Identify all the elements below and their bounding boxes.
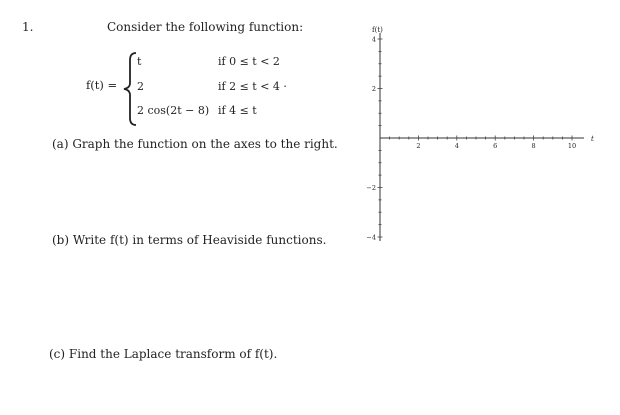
problem-number: 1.	[22, 20, 34, 34]
y-axis-label: f(t)	[372, 26, 383, 34]
x-tick-label: 2	[416, 142, 421, 150]
y-tick-label: −4	[366, 233, 376, 242]
y-tick-label: 4	[371, 35, 376, 44]
case-2-cond: if 2 ≤ t < 4 ·	[218, 80, 287, 93]
case-2-expr: 2	[137, 80, 144, 93]
y-tick-label: −2	[366, 184, 376, 192]
x-tick-label: 6	[493, 142, 498, 150]
x-axis-label: t	[591, 135, 594, 143]
case-1-expr: t	[137, 55, 142, 68]
function-lhs: f(t) =	[86, 78, 118, 92]
case-1-cond: if 0 ≤ t < 2	[218, 55, 280, 68]
blank-graph-axes	[360, 15, 610, 245]
y-tick-label: 2	[371, 85, 376, 93]
case-3-cond: if 4 ≤ t	[218, 104, 257, 117]
x-tick-label: 10	[567, 142, 577, 150]
part-b-text: (b) Write f(t) in terms of Heaviside functions.	[52, 233, 327, 247]
case-3-expr: 2 cos(2t − 8)	[137, 104, 210, 117]
part-c-text: (c) Find the Laplace transform of f(t).	[49, 347, 278, 361]
problem-intro: Consider the following function:	[107, 20, 304, 34]
part-a-text: (a) Graph the function on the axes to the right.	[52, 137, 338, 151]
x-tick-label: 8	[531, 142, 536, 150]
x-tick-label: 4	[454, 142, 459, 150]
